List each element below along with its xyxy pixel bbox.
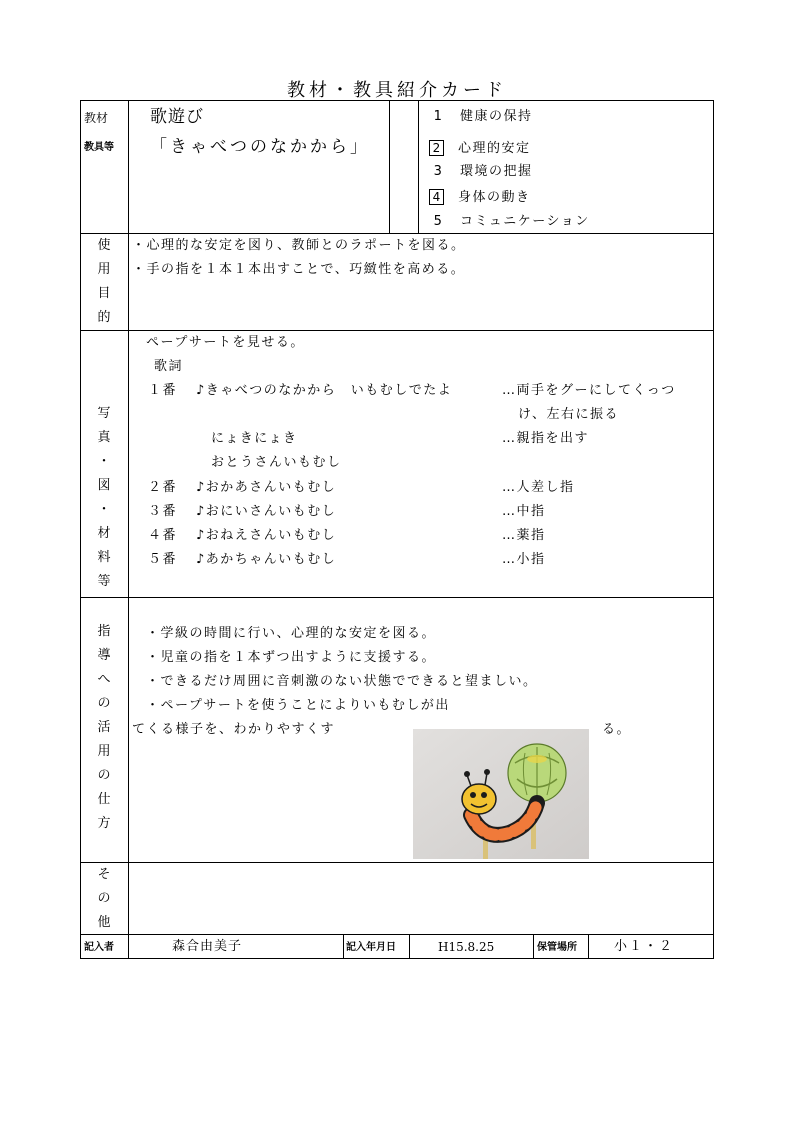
verse-2-lyric: ♪おかあさんいもむし (196, 480, 337, 495)
header-divider-a (389, 100, 390, 233)
verse-5-number: ５番 (148, 552, 178, 567)
label-char: 写 (97, 406, 111, 421)
verse-1-lyric-c: おとうさんいもむし (211, 455, 342, 470)
verse-4-lyric: ♪おねえさんいもむし (196, 528, 337, 543)
category-4 (429, 189, 531, 206)
label-char: 目 (97, 286, 111, 301)
material-song-title: 「きゃべつのなかから」 (150, 137, 370, 157)
guidance-line-5a: てくる様子を、わかりやすくす (132, 722, 336, 737)
card-title: 教材・教具紹介カード (287, 80, 507, 101)
category-number-boxed: 2 (429, 140, 444, 156)
verse-1-action-c: …親指を出す (502, 431, 590, 446)
puppet-photo (413, 729, 589, 859)
storage-value: 小１・２ (614, 939, 675, 954)
verse-1-action-a: …両手をグーにしてくっつ (502, 383, 676, 398)
header-divider-b (418, 100, 419, 233)
other-label (81, 863, 127, 935)
category-5 (431, 214, 590, 230)
guidance-line-3: ・できるだけ周囲に音刺激のない状態でできると望ましい。 (146, 674, 538, 689)
photo-section-label (81, 402, 127, 594)
category-2 (429, 140, 531, 157)
label-char: の (97, 696, 111, 711)
author-name: 森合由美子 (172, 939, 243, 954)
category-3 (431, 164, 533, 180)
label-char: 活 (97, 720, 111, 735)
label-char: 料 (97, 550, 111, 565)
verse-3-number: ３番 (148, 504, 178, 519)
label-char: 材 (97, 526, 111, 541)
storage-label: 保管場所 (537, 942, 577, 953)
verse-1-lyric-b: にょきにょき (211, 431, 298, 446)
category-text: 環境の把握 (460, 164, 533, 179)
verse-5-lyric: ♪あかちゃんいもむし (196, 552, 337, 567)
guidance-line-1: ・学級の時間に行い、心理的な安定を図る。 (146, 626, 437, 641)
label-char: 真 (97, 430, 111, 445)
material-label-1: 教材 (84, 111, 109, 125)
category-text: 身体の動き (458, 190, 531, 205)
photo-intro: ペープサートを見せる。 (146, 335, 305, 350)
row-divider-other (80, 934, 714, 935)
purpose-line-2: ・手の指を１本１本出すことで、巧緻性を高める。 (132, 262, 466, 277)
purpose-line-1: ・心理的な安定を図り、教師とのラポートを図る。 (132, 238, 466, 253)
author-label: 記入者 (84, 942, 114, 953)
label-char: ・ (97, 454, 111, 469)
row-divider-photo (80, 597, 714, 598)
verse-4-action: …薬指 (502, 528, 546, 543)
category-number: 1 (433, 109, 444, 124)
row-divider-purpose (80, 330, 714, 331)
label-char: 図 (97, 478, 111, 493)
label-char: 的 (97, 310, 111, 325)
verse-3-lyric: ♪おにいさんいもむし (196, 504, 337, 519)
verse-5-action: …小指 (502, 552, 546, 567)
verse-2-number: ２番 (148, 480, 178, 495)
verse-4-number: ４番 (148, 528, 178, 543)
category-text: 心理的安定 (458, 141, 531, 156)
category-1 (431, 109, 533, 125)
label-char: 方 (97, 816, 111, 831)
label-char: 指 (97, 624, 111, 639)
label-char: ・ (97, 502, 111, 517)
category-number-boxed: 4 (429, 189, 444, 205)
label-char: 用 (97, 744, 111, 759)
category-number: 5 (433, 214, 444, 229)
footer-divider-2 (343, 934, 344, 959)
footer-divider-1 (128, 934, 129, 959)
label-char: 導 (97, 648, 111, 663)
label-char: へ (97, 672, 111, 687)
row-divider-guidance (80, 862, 714, 863)
label-char: 仕 (97, 792, 111, 807)
label-char: の (97, 891, 111, 906)
footer-divider-5 (588, 934, 589, 959)
purpose-label (81, 234, 127, 330)
label-char: 用 (97, 262, 111, 277)
date-value: H15.8.25 (438, 940, 495, 954)
material-label-2: 教具等 (84, 142, 114, 153)
date-label: 記入年月日 (346, 942, 396, 953)
label-column-divider (128, 100, 129, 934)
caterpillar-cabbage-puppet-illustration (413, 729, 589, 859)
label-char: 使 (97, 238, 111, 253)
row-divider-header (80, 233, 714, 234)
verse-1-number: １番 (148, 383, 178, 398)
material-name: 歌遊び (150, 107, 204, 127)
verse-1-lyric-a: ♪きゃべつのなかから いもむしでたよ (196, 383, 453, 398)
guidance-line-5b: る。 (602, 722, 632, 737)
label-char: 等 (97, 574, 111, 589)
label-char: 他 (97, 915, 111, 930)
label-char: そ (97, 867, 111, 882)
label-char: の (97, 768, 111, 783)
verse-3-action: …中指 (502, 504, 546, 519)
category-number: 3 (433, 164, 444, 179)
verse-2-action: …人差し指 (502, 480, 575, 495)
verse-1-action-b: け、左右に振る (518, 407, 619, 422)
guidance-line-4: ・ペープサートを使うことによりいもむしが出 (146, 698, 450, 713)
lyrics-heading: 歌詞 (154, 359, 184, 374)
footer-divider-3 (409, 934, 410, 959)
guidance-line-2: ・児童の指を１本ずつ出すように支援する。 (146, 650, 437, 665)
category-text: 健康の保持 (460, 109, 533, 124)
category-text: コミュニケーション (460, 214, 590, 229)
footer-divider-4 (533, 934, 534, 959)
guidance-label (81, 620, 127, 836)
